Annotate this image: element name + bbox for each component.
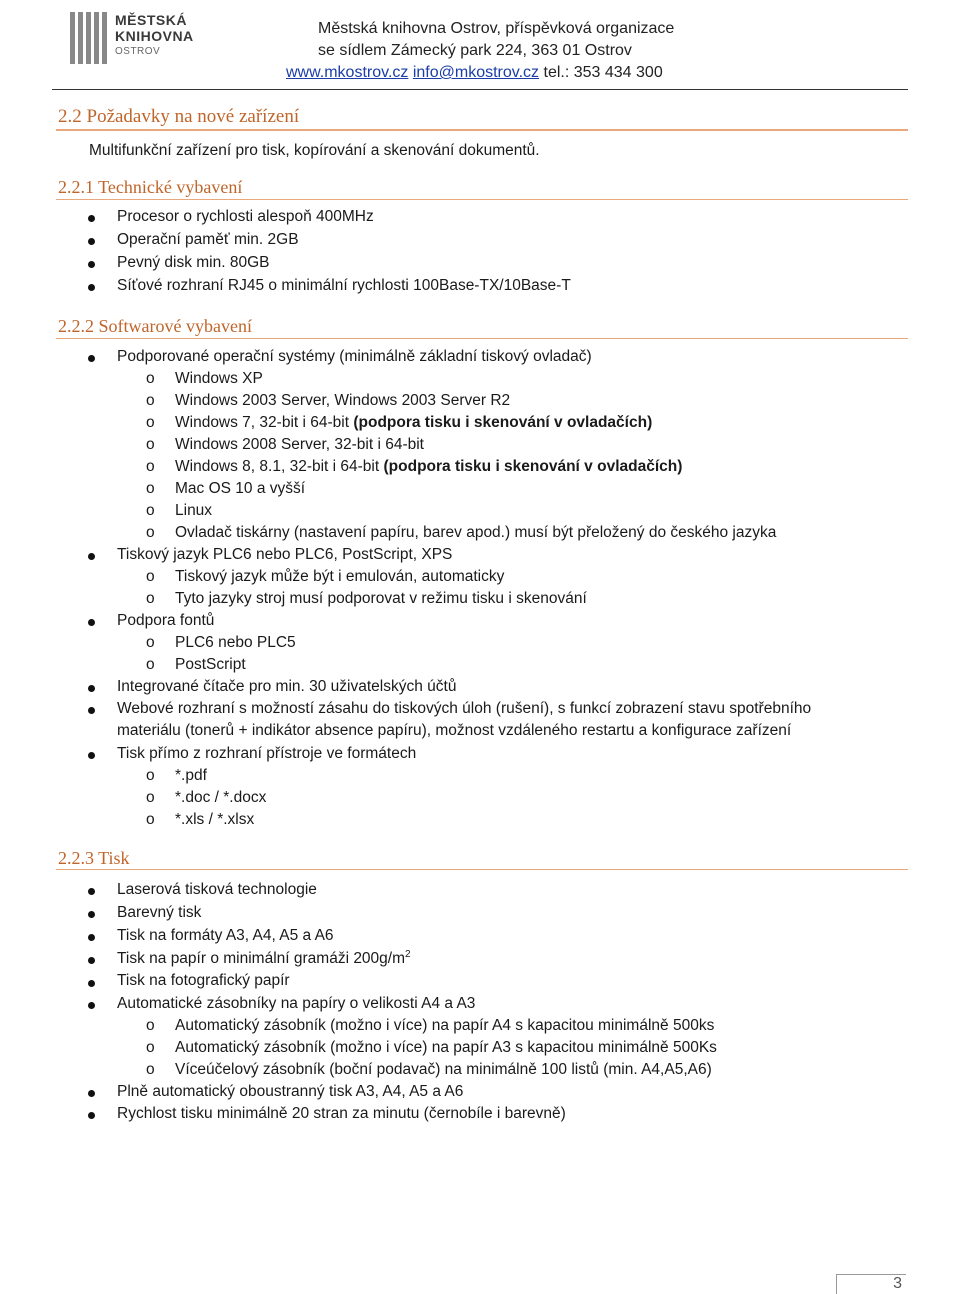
circle-bullet-icon: o: [146, 1017, 155, 1034]
bold-note: (podpora tisku i skenování v ovladačích): [383, 458, 683, 475]
web-link[interactable]: www.mkostrov.cz: [286, 64, 409, 81]
list-item: Operační paměť min. 2GB: [117, 231, 299, 248]
print-rule: [56, 869, 908, 870]
sub-item: Tiskový jazyk může být i emulován, automaticky: [175, 568, 505, 585]
bullet-icon: [88, 1090, 95, 1097]
bullet-icon: [88, 215, 95, 222]
list-item: Podpora fontů: [117, 612, 215, 629]
section-intro: Multifunkční zařízení pro tisk, kopírování a skenování dokumentů.: [89, 142, 540, 159]
sub-item: Windows XP: [175, 370, 263, 387]
library-logo: [70, 12, 200, 68]
list-item: Tisk na fotografický papír: [117, 972, 290, 989]
bullet-icon: [88, 355, 95, 362]
bullet-icon: [88, 685, 95, 692]
bullet-icon: [88, 1002, 95, 1009]
bullet-icon: [88, 934, 95, 941]
bullet-icon: [88, 911, 95, 918]
sub-item: Automatický zásobník (možno i více) na papír A3 s kapacitou minimálně 500Ks: [175, 1039, 717, 1056]
org-address: se sídlem Zámecký park 224, 363 01 Ostrov: [318, 42, 632, 59]
sub-item: [175, 458, 682, 476]
email-link[interactable]: info@mkostrov.cz: [412, 64, 540, 81]
circle-bullet-icon: o: [146, 789, 155, 806]
org-name: Městská knihovna Ostrov, příspěvková organizace: [318, 20, 675, 37]
list-item: Tisk na formáty A3, A4, A5 a A6: [117, 927, 334, 944]
bullet-icon: [88, 980, 95, 987]
list-item-text: Tisk na papír o minimální gramáži 200g/m: [117, 950, 406, 968]
soft-title: 2.2.2 Softwarové vybavení: [58, 316, 252, 336]
sub-item: *.xls / *.xlsx: [175, 811, 255, 828]
sub-item: Windows 2003 Server, Windows 2003 Server R2: [175, 392, 511, 409]
list-item: Barevný tisk: [117, 904, 202, 921]
section-title: 2.2 Požadavky na nové zařízení: [58, 106, 300, 127]
bullet-icon: [88, 619, 95, 626]
bullet-icon: [88, 284, 95, 291]
circle-bullet-icon: o: [146, 1061, 155, 1078]
header-divider: [52, 89, 908, 90]
circle-bullet-icon: o: [146, 502, 155, 519]
circle-bullet-icon: o: [146, 767, 155, 784]
print-title: 2.2.3 Tisk: [58, 848, 130, 868]
list-item: Tiskový jazyk PLC6 nebo PLC6, PostScript, XPS: [117, 546, 453, 563]
circle-bullet-icon: o: [146, 811, 155, 828]
bullet-icon: [88, 238, 95, 245]
bold-note: (podpora tisku i skenování v ovladačích): [353, 414, 653, 431]
circle-bullet-icon: o: [146, 370, 155, 387]
list-item: Pevný disk min. 80GB: [117, 254, 270, 271]
superscript: 2: [405, 949, 411, 960]
list-item-continuation: materiálu (tonerů + indikátor absence papíru), možnost vzdáleného restartu a konfigurace zařízení: [117, 722, 792, 739]
sub-item: Ovladač tiskárny (nastavení papíru, barev apod.) musí být přeložený do českého jazyka: [175, 524, 777, 541]
list-item: Procesor o rychlosti alespoň 400MHz: [117, 208, 374, 225]
logo-text: [115, 12, 194, 60]
tech-rule: [56, 199, 908, 200]
sub-item: *.doc / *.docx: [175, 789, 267, 806]
sub-item: *.pdf: [175, 767, 207, 784]
sub-item: Víceúčelový zásobník (boční podavač) na minimálně 100 listů (min. A4,A5,A6): [175, 1061, 712, 1078]
circle-bullet-icon: o: [146, 524, 155, 541]
circle-bullet-icon: o: [146, 414, 155, 431]
bullet-icon: [88, 261, 95, 268]
page-header: [0, 0, 960, 92]
sub-item: PLC6 nebo PLC5: [175, 634, 296, 651]
logo-line-2: KNIHOVNA: [115, 28, 194, 44]
bullet-icon: [88, 888, 95, 895]
list-item: [117, 949, 411, 968]
list-item: Plně automatický oboustranný tisk A3, A4, A5 a A6: [117, 1083, 464, 1100]
list-item: Tisk přímo z rozhraní přístroje ve formátech: [117, 745, 417, 762]
bullet-icon: [88, 957, 95, 964]
circle-bullet-icon: o: [146, 634, 155, 651]
circle-bullet-icon: o: [146, 436, 155, 453]
soft-rule: [56, 338, 908, 339]
circle-bullet-icon: o: [146, 656, 155, 673]
circle-bullet-icon: o: [146, 590, 155, 607]
list-item: Webové rozhraní s možností zásahu do tiskových úloh (rušení), s funkcí zobrazení stavu spotřebního: [117, 700, 812, 717]
list-item: Laserová tisková technologie: [117, 881, 317, 898]
sub-item: [175, 414, 652, 432]
bullet-icon: [88, 1112, 95, 1119]
list-item: Podporované operační systémy (minimálně základní tiskový ovladač): [117, 348, 592, 365]
sub-item: Automatický zásobník (možno i více) na papír A4 s kapacitou minimálně 500ks: [175, 1017, 715, 1034]
circle-bullet-icon: o: [146, 458, 155, 475]
bullet-icon: [88, 553, 95, 560]
circle-bullet-icon: o: [146, 480, 155, 497]
tech-title: 2.2.1 Technické vybavení: [58, 177, 243, 197]
sub-item-text: Windows 8, 8.1, 32-bit i 64-bit: [175, 458, 380, 475]
page-number: 3: [836, 1274, 906, 1294]
sub-item: Mac OS 10 a vyšší: [175, 480, 306, 497]
org-info: [286, 18, 675, 84]
section-rule: [56, 129, 908, 131]
list-item: Rychlost tisku minimálně 20 stran za minutu (černobíle i barevně): [117, 1105, 566, 1122]
circle-bullet-icon: o: [146, 1039, 155, 1056]
logo-line-1: MĚSTSKÁ: [115, 12, 187, 28]
sub-item: Linux: [175, 502, 213, 519]
circle-bullet-icon: o: [146, 568, 155, 585]
list-item: Integrované čítače pro min. 30 uživatelských účtů: [117, 678, 457, 695]
phone-number: tel.: 353 434 300: [543, 64, 663, 81]
list-item: Síťové rozhraní RJ45 o minimální rychlosti 100Base-TX/10Base-T: [117, 277, 571, 294]
circle-bullet-icon: o: [146, 392, 155, 409]
bullet-icon: [88, 752, 95, 759]
logo-line-3: OSTROV: [115, 46, 161, 57]
org-contacts: [286, 62, 674, 84]
sub-item-text: Windows 7, 32-bit i 64-bit: [175, 414, 350, 431]
sub-item: Windows 2008 Server, 32-bit i 64-bit: [175, 436, 424, 453]
sub-item: PostScript: [175, 656, 246, 673]
bullet-icon: [88, 707, 95, 714]
sub-item: Tyto jazyky stroj musí podporovat v režimu tisku i skenování: [175, 590, 587, 607]
list-item: Automatické zásobníky na papíry o velikosti A4 a A3: [117, 995, 476, 1012]
